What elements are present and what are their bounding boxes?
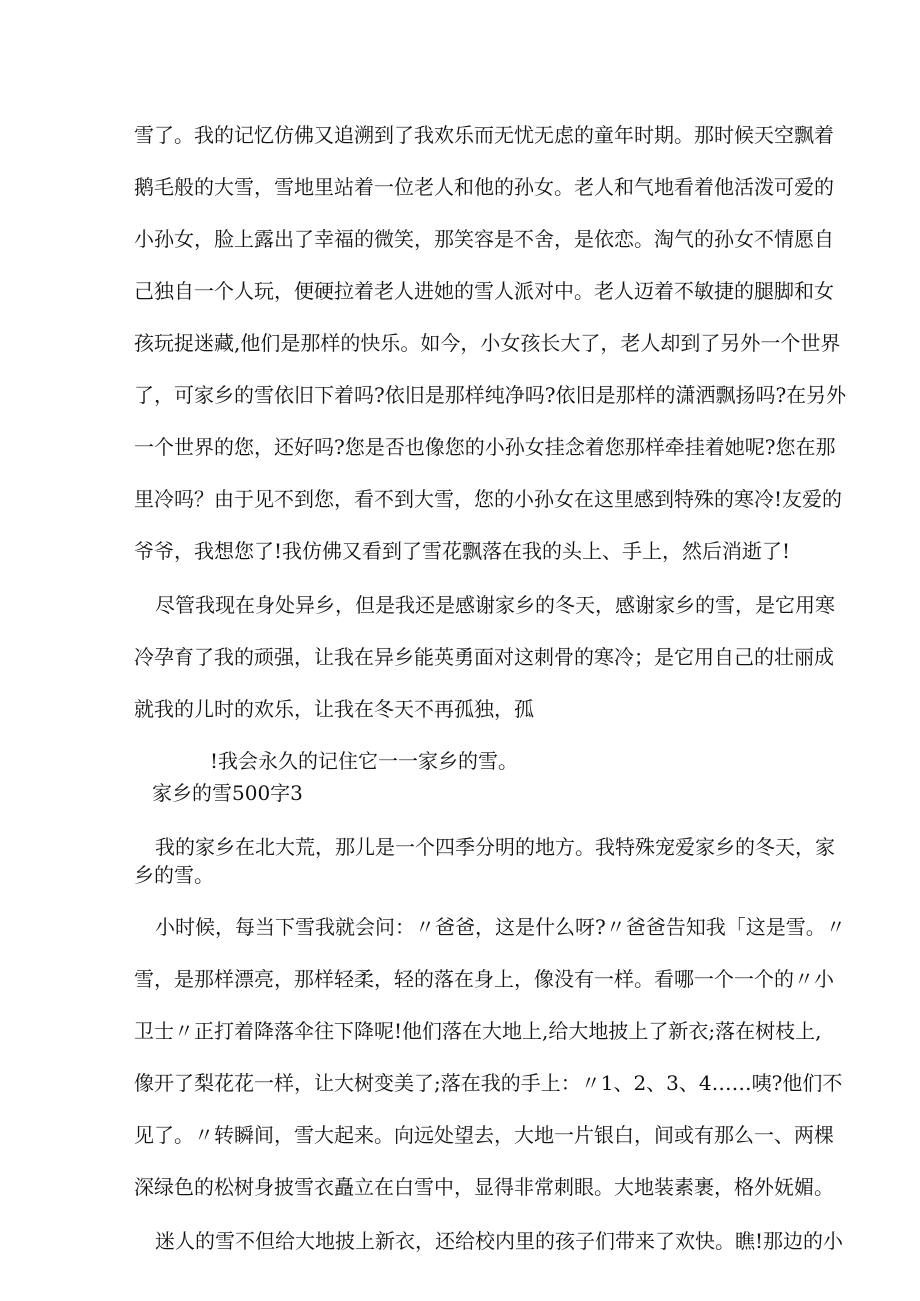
paragraph-line: 小孙女，脸上露出了幸福的微笑，那笑容是不舍，是依恋。淘气的孙女不情愿自 — [134, 227, 834, 251]
paragraph-line: 雪了。我的记忆仿佛又追溯到了我欢乐而无忧无虑的童年时期。那时候天空飘着 — [134, 123, 834, 147]
section-heading: 家乡的雪500字3 — [152, 781, 303, 805]
paragraph-line: 雪，是那样漂亮，那样轻柔，轻的落在身上，像没有一样。看哪一个一个的〃小 — [134, 967, 834, 991]
paragraph-line: 像开了梨花花一样，让大树变美了;落在我的手上：〃1、2、3、4……咦?他们不 — [134, 1071, 843, 1095]
paragraph-line: 就我的儿时的欢乐，让我在冬天不再孤独，孤 — [134, 697, 534, 721]
paragraph-line: 迷人的雪不但给大地披上新衣，还给校内里的孩子们带来了欢快。瞧!那边的小 — [155, 1229, 844, 1253]
paragraph-line: 我的家乡在北大荒，那儿是一个四季分明的地方。我特殊宠爱家乡的冬天，家 — [155, 835, 835, 859]
paragraph-line: 孩玩捉迷藏,他们是那样的快乐。如今，小女孩长大了，老人却到了另外一个世界 — [134, 331, 841, 355]
paragraph-line: 见了。〃转瞬间，雪大起来。向远处望去，大地一片银白，间或有那么一、两棵 — [134, 1123, 834, 1147]
paragraph-line: 鹅毛般的大雪，雪地里站着一位老人和他的孙女。老人和气地看着他活泼可爱的 — [134, 175, 834, 199]
paragraph-line: 卫士〃正打着降落伞往下降呢!他们落在大地上,给大地披上了新衣;落在树枝上, — [134, 1019, 822, 1043]
paragraph-line: 一个世界的您，还好吗?您是否也像您的小孙女挂念着您那样牵挂着她呢?您在那 — [134, 435, 836, 459]
paragraph-line: 小时候，每当下雪我就会问：〃爸爸，这是什么呀?〃爸爸告知我「这是雪。〃 — [155, 915, 846, 939]
closing-line: !我会永久的记住它一一家乡的雪。 — [210, 749, 519, 773]
paragraph-line: 爷爷，我想您了!我仿佛又看到了雪花飘落在我的头上、手上，然后消逝了! — [134, 539, 791, 563]
paragraph-line: 里冷吗？由于见不到您，看不到大雪，您的小孙女在这里感到特殊的寒冷!友爱的 — [134, 487, 843, 511]
paragraph-line: 冷孕育了我的顽强，让我在异乡能英勇面对这刺骨的寒冷；是它用自己的壮丽成 — [134, 645, 834, 669]
paragraph-line: 了，可家乡的雪依旧下着吗?依旧是那样纯净吗?依旧是那样的潇洒飘扬吗?在另外 — [134, 383, 847, 407]
paragraph-line: 深绿色的松树身披雪衣矗立在白雪中，显得非常刺眼。大地装素裹，格外妩媚。 — [134, 1175, 834, 1199]
paragraph-line: 乡的雪。 — [134, 863, 214, 887]
paragraph-line: 尽管我现在身处异乡，但是我还是感谢家乡的冬天，感谢家乡的雪，是它用寒 — [155, 593, 835, 617]
paragraph-line: 己独自一个人玩，便硬拉着老人进她的雪人派对中。老人迈着不敏捷的腿脚和女 — [134, 279, 834, 303]
